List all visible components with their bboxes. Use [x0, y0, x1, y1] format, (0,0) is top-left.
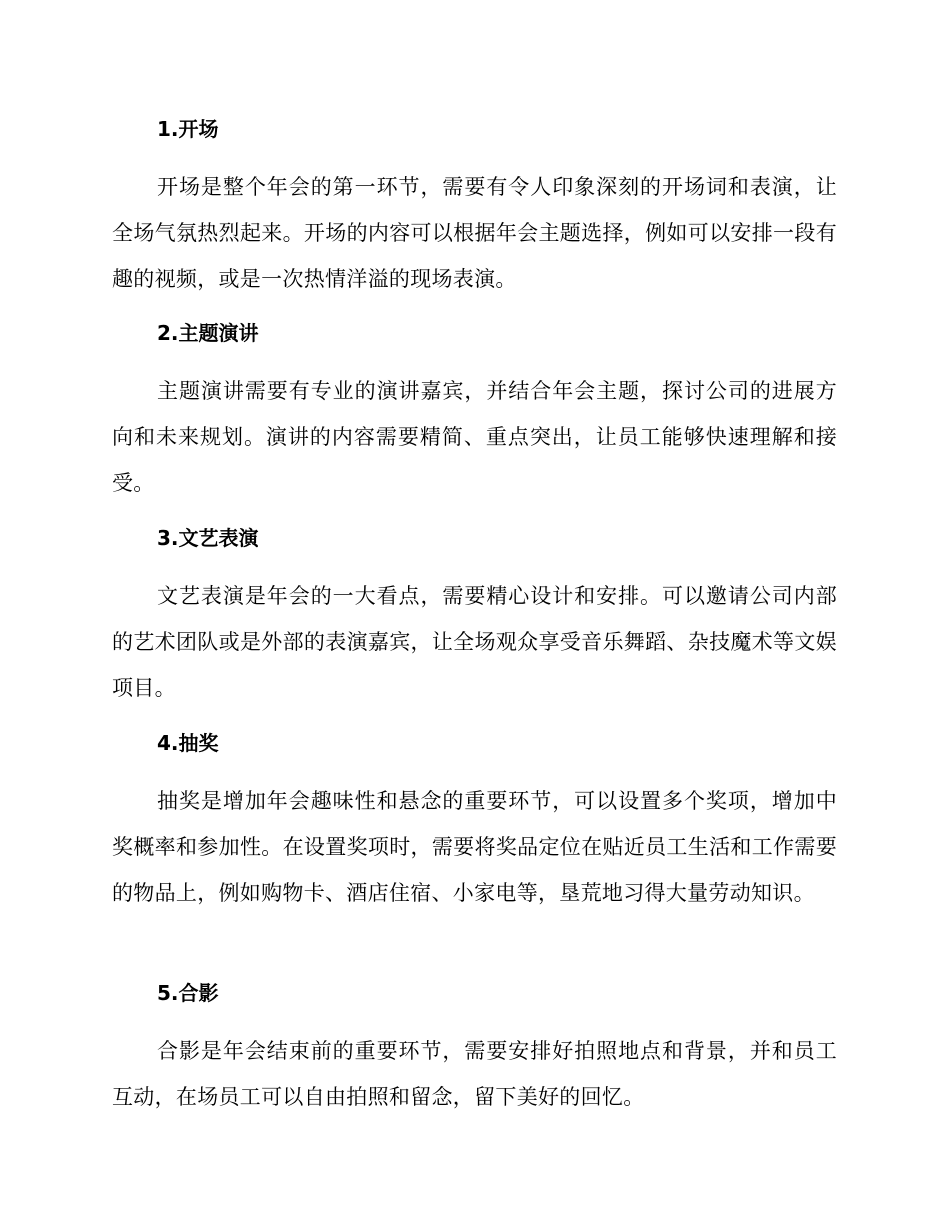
section-body: 抽奖是增加年会趣味性和悬念的重要环节，可以设置多个奖项，增加中奖概率和参加性。在设置奖项时，需要将奖品定位在贴近员工生活和工作需要的物品上，例如购物卡、酒店住宿、小家电等，垦荒地习得大量劳动知识。: [112, 789, 837, 905]
section-heading: 3.文艺表演: [157, 526, 259, 550]
section-body: 主题演讲需要有专业的演讲嘉宾，并结合年会主题，探讨公司的进展方向和未来规划。演讲的内容需要精简、重点突出，让员工能够快速理解和接受。: [112, 379, 837, 495]
section-body: 文艺表演是年会的一大看点，需要精心设计和安排。可以邀请公司内部的艺术团队或是外部的表演嘉宾，让全场观众享受音乐舞蹈、杂技魔术等文娱项目。: [112, 584, 837, 700]
section-heading: 1.开场: [157, 117, 219, 141]
section-heading: 2.主题演讲: [157, 321, 259, 345]
section-heading: 5.合影: [157, 981, 219, 1005]
section-heading: 4.抽奖: [157, 731, 219, 755]
section-body: 开场是整个年会的第一环节，需要有令人印象深刻的开场词和表演，让全场气氛热烈起来。开场的内容可以根据年会主题选择，例如可以安排一段有趣的视频，或是一次热情洋溢的现场表演。: [112, 175, 837, 291]
section-body: 合影是年会结束前的重要环节，需要安排好拍照地点和背景，并和员工互动，在场员工可以自由拍照和留念，留下美好的回忆。: [112, 1039, 837, 1109]
